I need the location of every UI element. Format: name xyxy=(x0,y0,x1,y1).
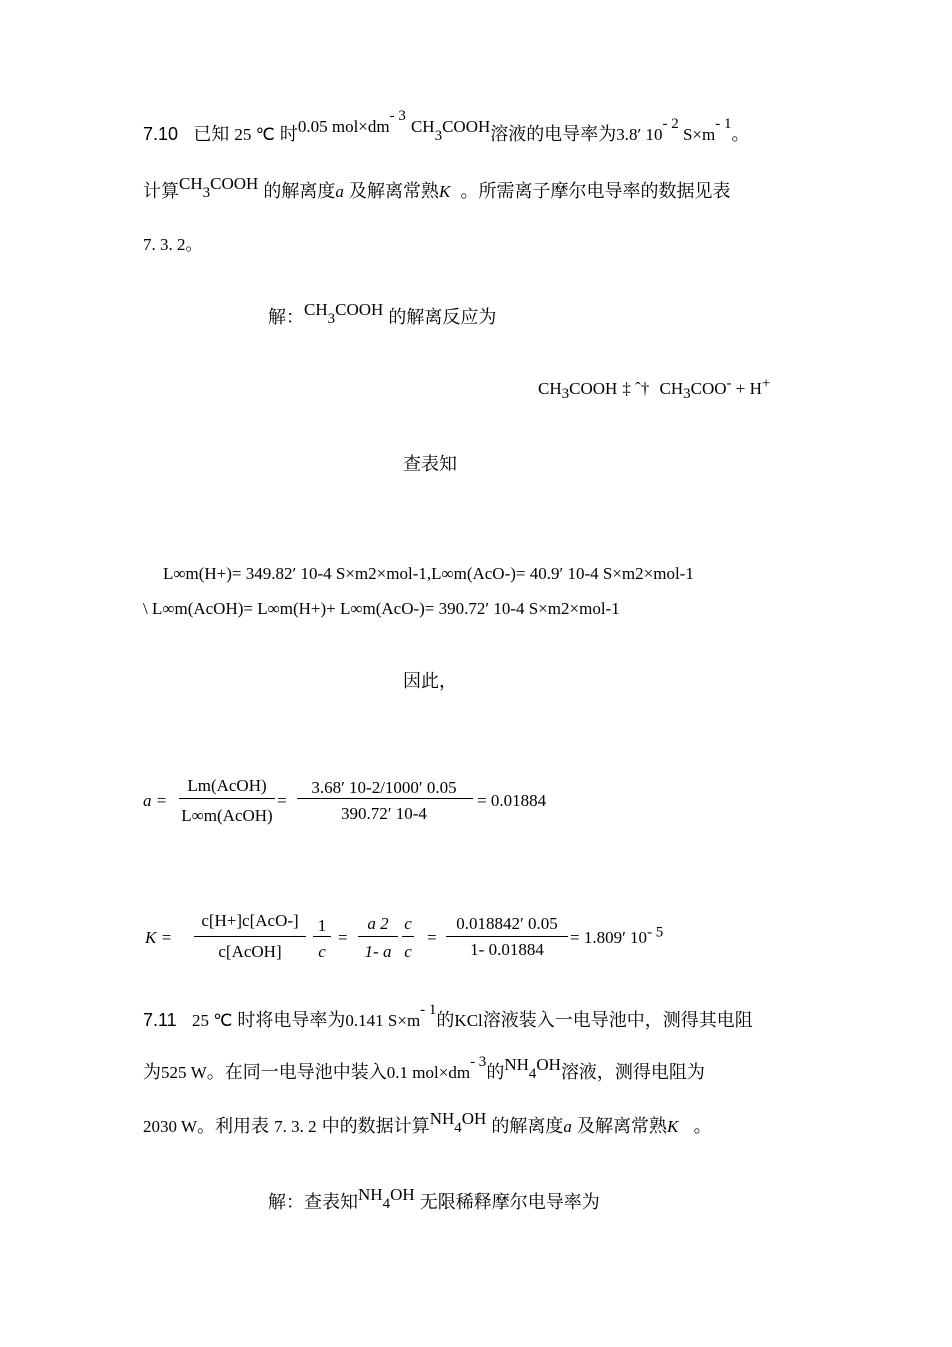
K-one: 1 xyxy=(317,916,327,935)
reaction-equation: $CH_3COOH$ ‡ ˆ† $CH_3COO^- + H^+$ xyxy=(538,375,771,403)
K-value-numerator: 0.018842′ 0.05 xyxy=(456,914,558,933)
conductivity-equation-1: L∞m(H+)= 349.82′ 10-4 S×m2×mol-1,L∞m(AcO-)= 40.9′ 10-4 S×m2×mol-1 xyxy=(163,564,694,583)
problem-number: 7.11 xyxy=(143,1010,177,1030)
lookup-label: 查表知 xyxy=(403,454,457,475)
problem-7-11-line-2: 为525 W。在同一电导池中装入0.1 $mol\times dm^{- 3}$的$NH_4OH$溶液，测得电阻为 xyxy=(143,1053,705,1083)
problem-7-11-line-3: 2030 W。利用表 7. 3. 2 中的数据计算$NH_4OH$ 的解离度a 及解离常熟K 。 xyxy=(143,1109,712,1137)
conductivity-equation-2: \ L∞m(AcOH)= L∞m(H+)+ L∞m(AcO-)= 390.72′ 10-4 S×m2×mol-1 xyxy=(143,599,620,618)
K-alpha-sq: a 2 xyxy=(367,914,389,933)
therefore-label: 因此， xyxy=(403,671,457,692)
alpha-fraction-denominator: L∞m(AcOH) xyxy=(181,806,273,825)
K-result: = 1.809′ $10^{- 5}$ xyxy=(570,924,664,947)
K-numerator: c[H+]c[AcO-] xyxy=(201,911,299,930)
alpha-value-bar xyxy=(297,798,473,799)
alpha-value-denominator: 390.72′ 10-4 xyxy=(341,804,427,823)
problem-7-10-line-3: 7. 3. 2。 xyxy=(143,235,203,254)
K-fraction-bar xyxy=(194,936,306,937)
solution-7-10-intro: 解：$CH_3COOH$ 的解离反应为 xyxy=(268,300,497,328)
solution-7-11-intro: 解：查表知$NH_4OH$ 无限稀释摩尔电导率为 xyxy=(268,1185,600,1213)
alpha-value-numerator: 3.68′ 10-2/1000′ 0.05 xyxy=(311,778,457,797)
K-one-minus-alpha: 1- a xyxy=(364,942,392,961)
problem-number: 7.10 xyxy=(143,124,179,144)
problem-7-11-line-1: 7.11 25 ℃ 时将电导率为0.141 $S\times m^{- 1}$的KCl溶液装入一电导池中，测得其电阻 xyxy=(143,1001,753,1031)
alpha-lhs: a = xyxy=(143,791,168,810)
alpha-fraction-numerator: Lm(AcOH) xyxy=(187,776,267,795)
problem-7-10-line-2: 计算$CH_3COOH$ 的解离度a 及解离常熟K 。所需离子摩尔电导率的数据见表 xyxy=(143,174,731,202)
alpha-fraction-bar xyxy=(179,798,275,799)
alpha-result: = 0.01884 xyxy=(477,791,547,810)
problem-7-10-line-1: 7.10 已知 25 ℃ 时0.05 $mol\times dm^{- 3}$ $CH_3COOH$溶液的电导率为3.8′ $10^{- 2}$ $S\times m^{- 1}$。 xyxy=(143,107,750,145)
K-denominator: c[AcOH] xyxy=(218,942,282,961)
K-value-denominator: 1- 0.01884 xyxy=(470,940,544,959)
K-lhs: K = xyxy=(145,928,173,947)
K-cstd: c xyxy=(318,942,326,961)
